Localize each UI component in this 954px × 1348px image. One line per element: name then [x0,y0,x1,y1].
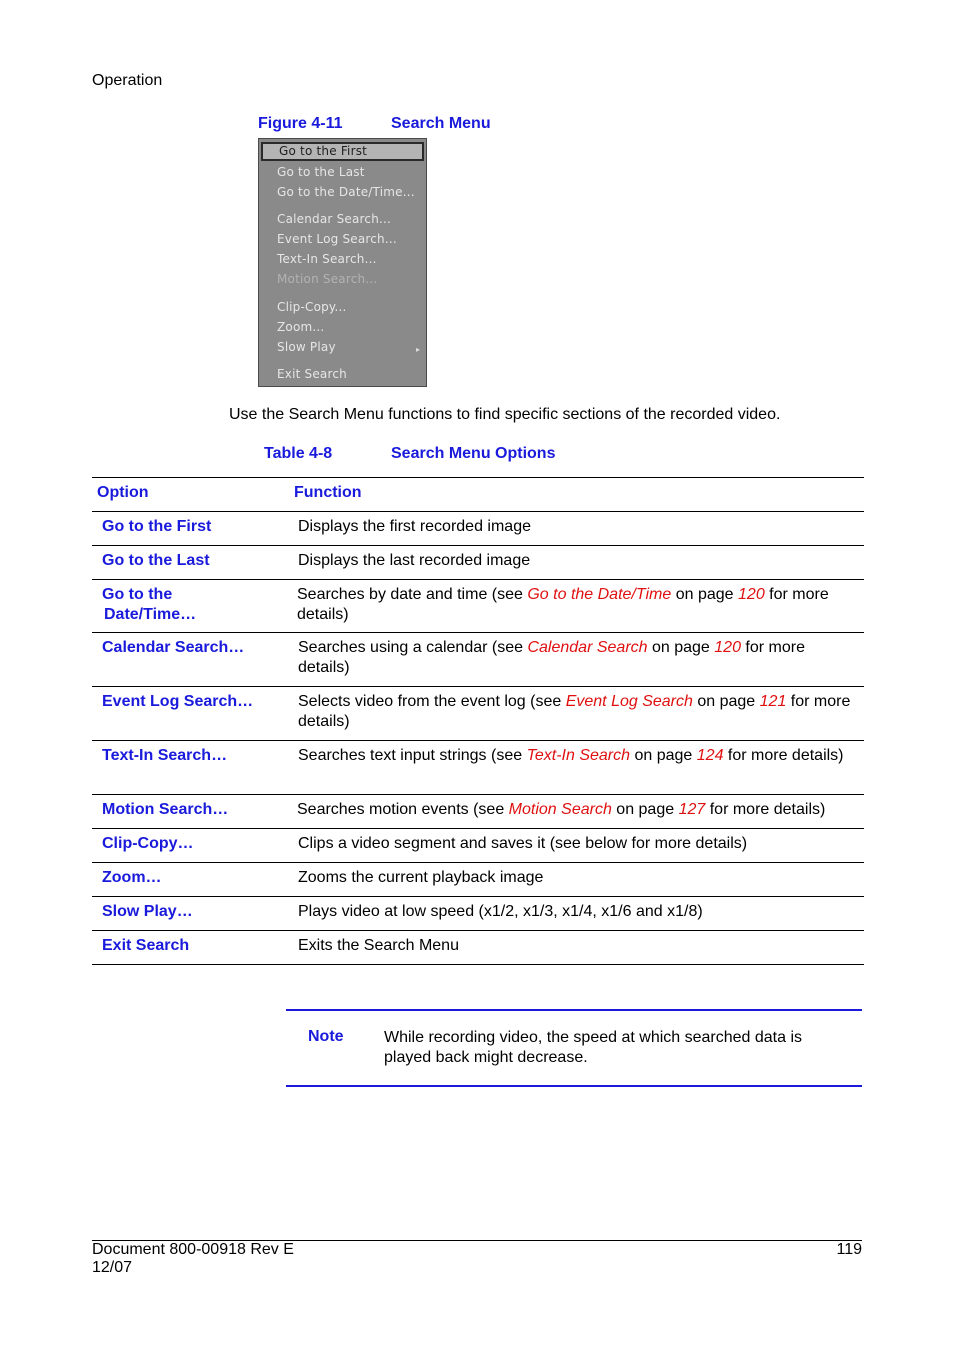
footer-document: Document 800-00918 Rev E [92,1241,294,1258]
running-header: Operation [92,72,163,89]
search-menu-options-table [92,477,864,965]
intro-paragraph: Use the Search Menu functions to find specific sections of the recorded video. [229,406,781,423]
submenu-arrow-icon: ▸ [415,345,420,354]
function-text: on page [671,586,739,603]
function-text: on page [647,639,715,656]
option-cell: Slow Play… [102,903,193,920]
function-text: Searches text input strings (see [298,747,527,764]
option-cell: Text-In Search… [102,747,228,764]
function-cell [298,746,858,766]
function-text: for more details) [723,747,844,764]
page-reference-link[interactable]: 120 [738,586,765,603]
table-title: Search Menu Options [391,445,556,462]
table-row [92,828,864,862]
table-row [92,794,864,828]
footer-date: 12/07 [92,1259,133,1276]
function-text: for more details) [298,693,851,730]
option-line: Go to the [102,586,173,603]
cross-reference-link[interactable]: Event Log Search [565,693,693,710]
function-text: for more details) [297,586,829,623]
table-row [92,632,864,686]
table-row [92,862,864,896]
page-reference-link[interactable]: 124 [696,747,724,764]
page-number: 119 [836,1241,862,1258]
table-row [92,896,864,930]
header-function: Function [294,484,362,501]
note-text: While recording video, the speed at which searched data is played back might decrease. [384,1029,803,1066]
figure-title: Search Menu [391,115,491,132]
menu-item-go-to-last[interactable]: Go to the Last [277,165,365,179]
menu-item-exit-search[interactable]: Exit Search [277,367,347,381]
cross-reference-link[interactable]: Motion Search [508,801,612,818]
function-cell: Displays the first recorded image [298,518,531,535]
function-text: Selects video from the event log (see [298,693,566,710]
header-option: Option [97,484,149,501]
table-row [92,930,864,964]
function-cell [298,638,858,678]
function-cell: Exits the Search Menu [298,937,459,954]
table-bottom-rule [92,964,864,965]
function-cell: Displays the last recorded image [298,552,531,569]
table-header-row [92,477,864,511]
menu-item-go-to-first[interactable]: Go to the First [261,142,424,161]
table-row [92,686,864,740]
table-number: Table 4-8 [264,445,333,462]
search-menu-screenshot [258,138,427,387]
option-cell: Go to the First [102,518,212,535]
function-cell [297,585,857,625]
function-text: Searches motion events (see [297,801,509,818]
menu-item-go-to-date-time[interactable]: Go to the Date/Time... [277,185,415,199]
menu-item-zoom[interactable]: Zoom... [277,320,325,334]
option-cell: Exit Search [102,937,190,954]
function-cell: Clips a video segment and saves it (see below for more details) [298,835,748,852]
option-line: Date/Time… [104,606,197,623]
function-text: on page [692,693,760,710]
option-cell: Clip-Copy… [102,835,194,852]
function-text: for more details) [298,639,805,676]
function-cell: Zooms the current playback image [298,869,544,886]
figure-caption [258,115,491,133]
page-reference-link[interactable]: 120 [714,639,741,656]
function-cell [297,800,857,820]
table-row [92,545,864,579]
function-text: Searches using a calendar (see [298,639,528,656]
note-box [286,1009,862,1087]
note-label: Note [308,1028,344,1045]
figure-number: Figure 4-11 [258,115,343,132]
page-reference-link[interactable]: 121 [759,693,787,710]
table-caption [264,445,555,463]
table-row [92,579,864,632]
function-cell: Plays video at low speed (x1/2, x1/3, x1/4, x1/6 and x1/8) [298,903,703,920]
menu-item-text-in-search[interactable]: Text-In Search... [277,252,377,266]
footer-left [92,1241,294,1277]
table-row [92,740,864,794]
table-row [92,511,864,545]
function-text: for more details) [705,801,826,818]
function-cell [298,692,858,732]
function-text: on page [611,801,679,818]
option-cell: Motion Search… [102,801,229,818]
cross-reference-link[interactable]: Calendar Search [527,639,648,656]
menu-item-slow-play[interactable]: Slow Play [277,340,336,354]
option-cell: Zoom… [102,869,162,886]
menu-item-clip-copy[interactable]: Clip-Copy... [277,300,347,314]
menu-item-motion-search[interactable]: Motion Search... [277,272,378,286]
cross-reference-link[interactable]: Text-In Search [526,747,631,764]
option-cell: Go to the Last [102,552,210,569]
cross-reference-link[interactable]: Go to the Date/Time [527,586,672,603]
menu-item-event-log-search[interactable]: Event Log Search... [277,232,397,246]
function-text: on page [630,747,697,764]
menu-item-calendar-search[interactable]: Calendar Search... [277,212,392,226]
option-cell [102,585,282,625]
option-cell: Event Log Search… [102,693,254,710]
function-text: Searches by date and time (see [297,586,528,603]
page-reference-link[interactable]: 127 [678,801,706,818]
option-cell: Calendar Search… [102,639,245,656]
